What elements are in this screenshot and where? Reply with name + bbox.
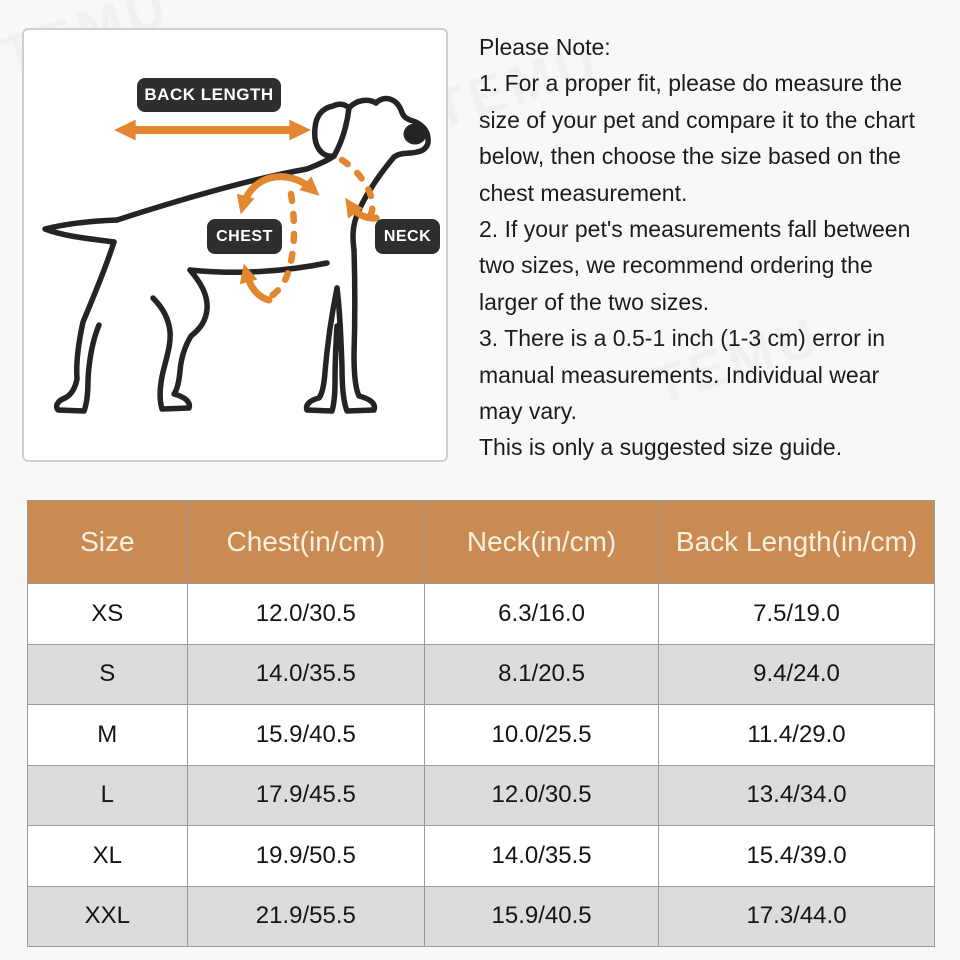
table-cell: XS (28, 584, 188, 645)
dog-back-line (117, 156, 334, 220)
please-note-text (479, 29, 957, 466)
table-cell: 12.0/30.5 (425, 765, 659, 826)
table-row (28, 705, 935, 766)
table-cell: L (28, 765, 188, 826)
note-line: size of your pet and compare it to the chart (479, 106, 915, 133)
table-cell: 7.5/19.0 (659, 584, 935, 645)
dog-measurement-diagram (22, 28, 448, 462)
neck-girth-dashed-line (342, 160, 373, 214)
note-line: 1. For a proper fit, please do measure the (479, 70, 903, 97)
table-cell: 15.9/40.5 (425, 886, 659, 947)
table-cell: S (28, 644, 188, 705)
table-cell: 9.4/24.0 (659, 644, 935, 705)
table-cell: 11.4/29.0 (659, 705, 935, 766)
dog-front-leg-far (307, 288, 337, 411)
note-line: manual measurements. Individual wear (479, 361, 880, 388)
column-header-chest: Chest(in/cm) (187, 501, 424, 584)
dog-belly-line (190, 263, 327, 272)
table-cell: 19.9/50.5 (187, 826, 424, 887)
table-cell: 17.3/44.0 (659, 886, 935, 947)
table-cell: 10.0/25.5 (425, 705, 659, 766)
size-chart-header (28, 501, 935, 584)
dog-hind-leg-far (57, 242, 114, 411)
note-line: below, then choose the size based on the (479, 143, 901, 170)
table-row (28, 644, 935, 705)
table-cell: 8.1/20.5 (425, 644, 659, 705)
note-line: 3. There is a 0.5-1 inch (1-3 cm) error in (479, 325, 886, 352)
table-cell: 14.0/35.5 (187, 644, 424, 705)
table-cell: 21.9/55.5 (187, 886, 424, 947)
column-header-back-length: Back Length(in/cm) (659, 501, 935, 584)
chest-bottom-arrow (246, 272, 269, 300)
note-line: This is only a suggested size guide. (479, 434, 843, 461)
table-cell: 12.0/30.5 (187, 584, 424, 645)
table-cell: 6.3/16.0 (425, 584, 659, 645)
note-line: two sizes, we recommend ordering the (479, 252, 873, 279)
chest-label: CHEST (207, 219, 282, 254)
dog-ear-inner-line (334, 108, 349, 156)
table-cell: XL (28, 826, 188, 887)
neck-label: NECK (375, 219, 440, 254)
size-chart-table (27, 500, 935, 947)
table-cell: M (28, 705, 188, 766)
table-row (28, 584, 935, 645)
table-cell: 15.4/39.0 (659, 826, 935, 887)
table-cell: 14.0/35.5 (425, 826, 659, 887)
table-cell: 15.9/40.5 (187, 705, 424, 766)
dog-hind-leg-near (153, 270, 207, 409)
size-chart-body (28, 584, 935, 947)
table-row (28, 826, 935, 887)
table-cell: 17.9/45.5 (187, 765, 424, 826)
table-row (28, 886, 935, 947)
dog-front-leg-near (337, 250, 374, 411)
table-cell: 13.4/34.0 (659, 765, 935, 826)
table-row (28, 765, 935, 826)
back-length-label: BACK LENGTH (137, 78, 281, 112)
dog-outline (45, 99, 428, 411)
note-line: 2. If your pet's measurements fall between (479, 216, 911, 243)
dog-tail (45, 220, 117, 242)
note-line: may vary. (479, 398, 577, 425)
dog-nose (404, 124, 427, 145)
note-line: Please Note: (479, 34, 611, 60)
note-line: chest measurement. (479, 179, 688, 206)
column-header-neck: Neck(in/cm) (425, 501, 659, 584)
measurement-arrows (124, 130, 376, 300)
header-row (28, 501, 935, 584)
column-header-size: Size (28, 501, 188, 584)
table-cell: XXL (28, 886, 188, 947)
note-line: larger of the two sizes. (479, 288, 710, 315)
